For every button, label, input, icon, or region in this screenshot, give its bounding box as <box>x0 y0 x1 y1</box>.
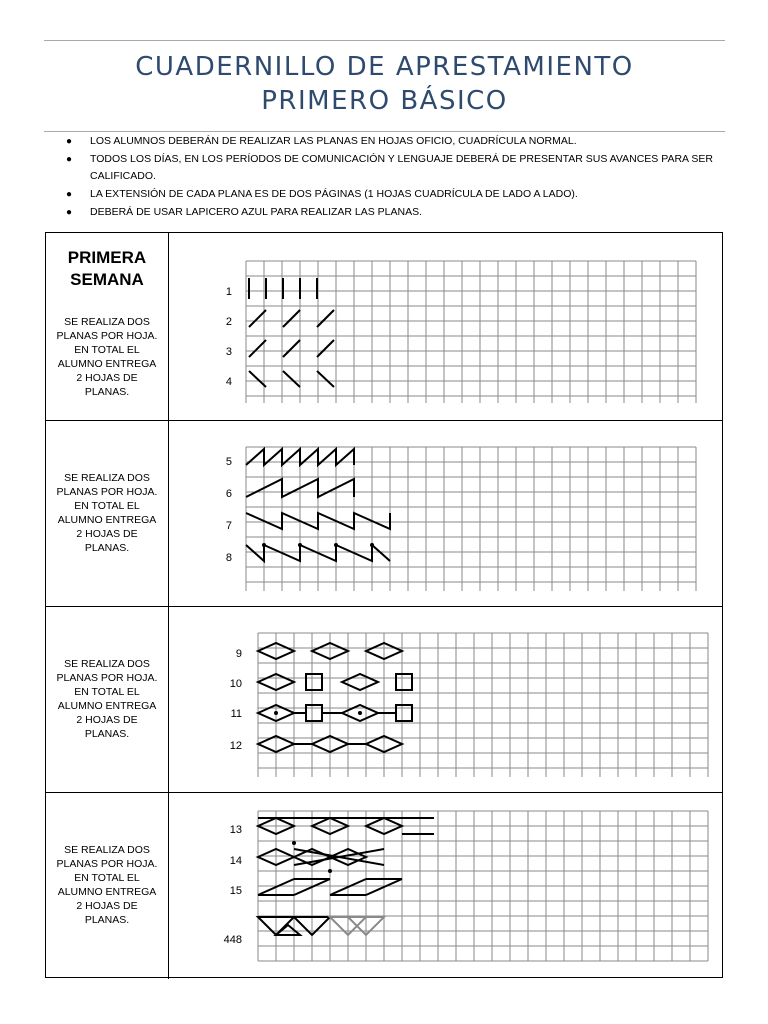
bullet-icon: ● <box>66 136 73 147</box>
week-info-cell <box>46 793 169 979</box>
week-info-cell <box>46 421 169 606</box>
instructions-list <box>62 133 730 222</box>
exercise-cell <box>170 793 722 979</box>
instruction-item: ● DEBERÁ DE USAR LAPICERO AZUL PARA REALIZAR LAS PLANAS. <box>62 204 730 221</box>
exercise-number: 6 <box>225 488 232 500</box>
exercise-cell <box>170 233 722 420</box>
instruction-item: ● LA EXTENSIÓN DE CADA PLANA ES DE DOS PÁGINAS (1 HOJAS CUADRÍCULA DE LADO A LADO). <box>62 186 730 203</box>
exercise-number: 14 <box>229 855 242 867</box>
week-heading: PRIMERA SEMANA <box>67 248 147 289</box>
exercise-number: 5 <box>225 456 232 468</box>
stroke-patterns <box>258 643 412 752</box>
week-info-cell <box>46 233 169 420</box>
exercise-grid-2 <box>170 421 722 606</box>
top-rule <box>44 40 725 41</box>
exercise-number: 4 <box>225 376 232 388</box>
week-row-2 <box>46 421 722 607</box>
exercise-cell <box>170 607 722 792</box>
title-line-2: PRIMERO BÁSICO <box>261 86 508 116</box>
title-rule <box>44 131 725 132</box>
exercise-number: 8 <box>225 552 232 564</box>
instruction-item: ● LOS ALUMNOS DEBERÁN DE REALIZAR LAS PLANAS EN HOJAS OFICIO, CUADRÍCULA NORMAL. <box>62 133 730 150</box>
bullet-icon: ● <box>66 207 73 218</box>
grid-lines <box>246 447 696 591</box>
exercise-grid-1 <box>170 233 722 420</box>
exercise-number: 15 <box>229 885 242 897</box>
grid-lines <box>258 811 708 961</box>
exercise-number: 7 <box>225 520 232 532</box>
exercise-number: 12 <box>229 740 242 752</box>
exercise-number: 1 <box>225 286 232 298</box>
instruction-item: ● TODOS LOS DÍAS, EN LOS PERÍODOS DE COMUNICACIÓN Y LENGUAJE DEBERÁ DE PRESENTAR SUS AVANCES PARA SER CALIFICADO. <box>66 153 713 182</box>
bullet-icon: ● <box>66 189 73 200</box>
weeks-table <box>45 232 723 978</box>
exercise-cell <box>170 421 722 606</box>
week-note: SE REALIZA DOS PLANAS POR HOJA. EN TOTAL EL ALUMNO ENTREGA 2 HOJAS DE PLANAS. <box>56 316 158 398</box>
page-title <box>44 50 725 118</box>
week-row-1 <box>46 233 722 421</box>
bullet-icon: ● <box>66 154 73 165</box>
grid-lines <box>258 633 708 777</box>
title-line-1: CUADERNILLO DE APRESTAMIENTO <box>135 52 634 82</box>
exercise-number: 3 <box>225 346 232 358</box>
week-note: SE REALIZA DOS PLANAS POR HOJA. EN TOTAL EL ALUMNO ENTREGA 2 HOJAS DE PLANAS. <box>56 472 158 554</box>
exercise-number: 13 <box>229 824 242 836</box>
stroke-patterns <box>249 278 334 387</box>
exercise-number: 10 <box>229 678 242 690</box>
week-note: SE REALIZA DOS PLANAS POR HOJA. EN TOTAL EL ALUMNO ENTREGA 2 HOJAS DE PLANAS. <box>56 844 158 926</box>
week-note: SE REALIZA DOS PLANAS POR HOJA. EN TOTAL EL ALUMNO ENTREGA 2 HOJAS DE PLANAS. <box>56 658 158 740</box>
week-row-3 <box>46 607 722 793</box>
exercise-number: 2 <box>225 316 232 328</box>
exercise-grid-4 <box>170 793 722 978</box>
exercise-number: 9 <box>235 648 242 660</box>
exercise-grid-3 <box>170 607 722 792</box>
week-info-cell <box>46 607 169 792</box>
exercise-number: 11 <box>230 708 242 720</box>
week-row-4 <box>46 793 722 979</box>
exercise-label-448: 448 <box>223 934 242 946</box>
grid-lines <box>246 261 696 403</box>
